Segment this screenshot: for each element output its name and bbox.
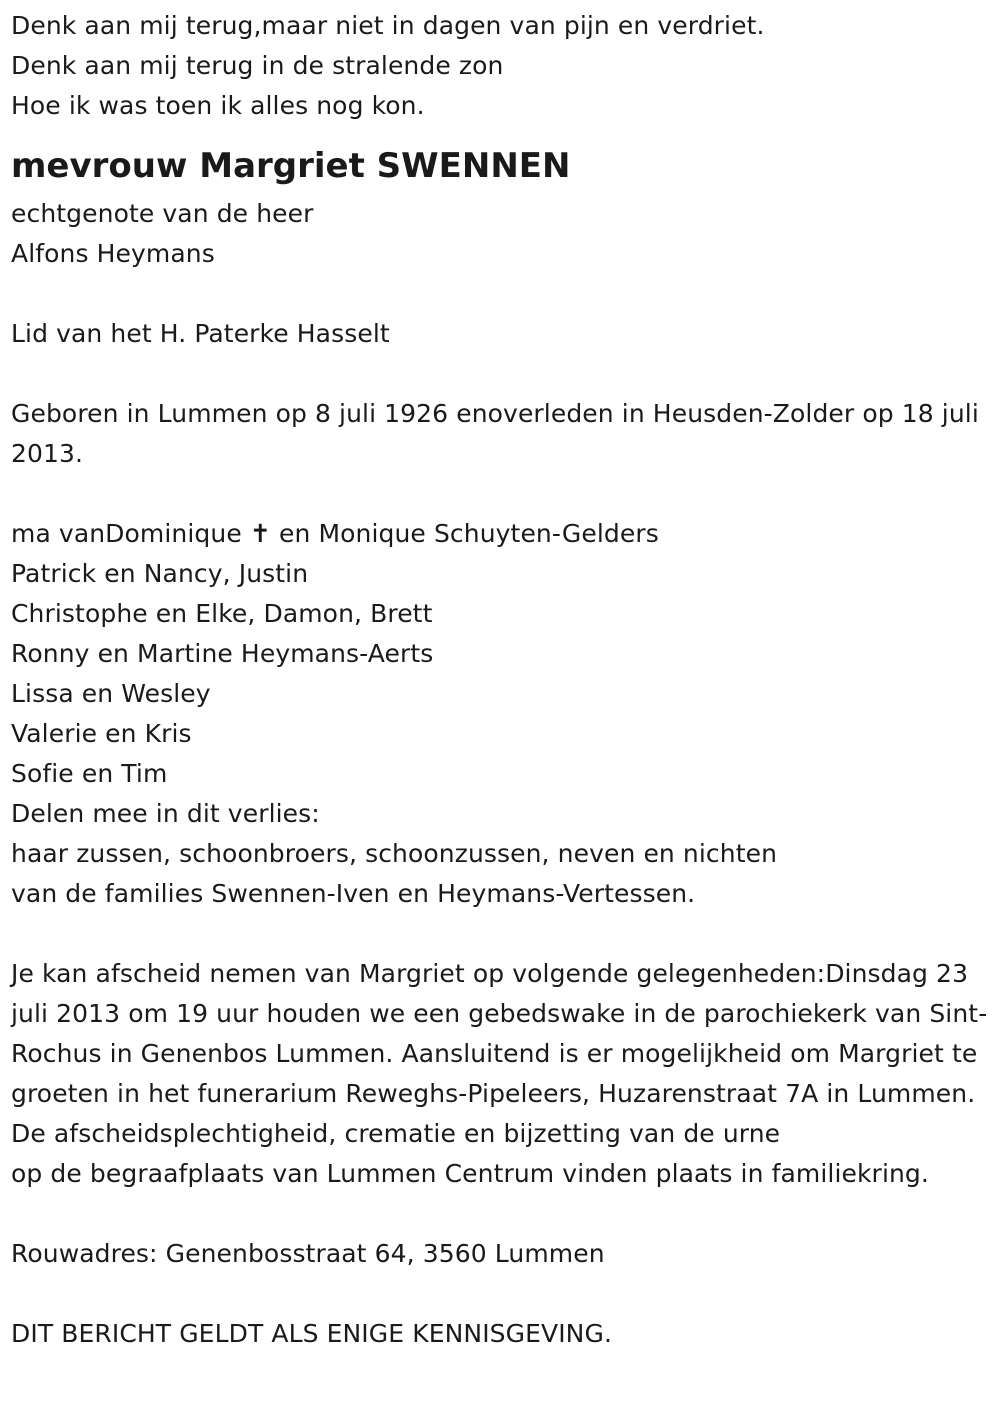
farewell-line-2: De afscheidsplechtigheid, crematie en bijzetting van de urne — [11, 1119, 781, 1148]
family-line: Patrick en Nancy, Justin — [11, 559, 309, 588]
membership-line: Lid van het H. Paterke Hasselt — [11, 319, 390, 348]
family-line: van de families Swennen-Iven en Heymans-Vertessen. — [11, 879, 696, 908]
deceased-name: mevrouw Margriet SWENNEN — [11, 146, 571, 186]
obituary-notice — [11, 6, 991, 1354]
mourning-address: Rouwadres: Genenbosstraat 64, 3560 Lummen — [11, 1239, 605, 1268]
family-line: haar zussen, schoonbroers, schoonzussen, neven en nichten — [11, 839, 778, 868]
poem-line-3: Hoe ik was toen ik alles nog kon. — [11, 91, 425, 120]
birth-death-line: Geboren in Lummen op 8 juli 1926 enoverleden in Heusden-Zolder op 18 juli 2013. — [11, 399, 979, 468]
family-first-line — [11, 514, 991, 554]
spouse-line-2: Alfons Heymans — [11, 239, 215, 268]
family-first-prefix: ma vanDominique — [11, 519, 242, 548]
poem-line-2: Denk aan mij terug in de stralende zon — [11, 51, 504, 80]
notice-footer: DIT BERICHT GELDT ALS ENIGE KENNISGEVING. — [11, 1319, 612, 1348]
family-line: Lissa en Wesley — [11, 679, 211, 708]
spouse-line-1: echtgenote van de heer — [11, 199, 314, 228]
family-line: Ronny en Martine Heymans-Aerts — [11, 639, 434, 668]
farewell-paragraph: Je kan afscheid nemen van Margriet op volgende gelegenheden:Dinsdag 23 juli 2013 om 19 uur houden we een gebedswake in de parochiekerk van Sint-Rochus in Genenbos Lummen. Aansluitend is er mogelijkheid om Margriet te groeten in het funerarium Reweghs-Pipeleers, Huzarenstraat 7A in Lummen. — [11, 959, 988, 1108]
family-line: Valerie en Kris — [11, 719, 192, 748]
family-first-suffix: en Monique Schuyten-Gelders — [278, 519, 659, 548]
poem — [11, 6, 991, 126]
family-line: Delen mee in dit verlies: — [11, 799, 320, 828]
farewell-line-3: op de begraafplaats van Lummen Centrum vinden plaats in familiekring. — [11, 1159, 929, 1188]
family-line: Christophe en Elke, Damon, Brett — [11, 599, 433, 628]
family-line: Sofie en Tim — [11, 759, 168, 788]
cross-icon: ✝ — [249, 519, 271, 548]
poem-line-1: Denk aan mij terug,maar niet in dagen van pijn en verdriet. — [11, 11, 765, 40]
